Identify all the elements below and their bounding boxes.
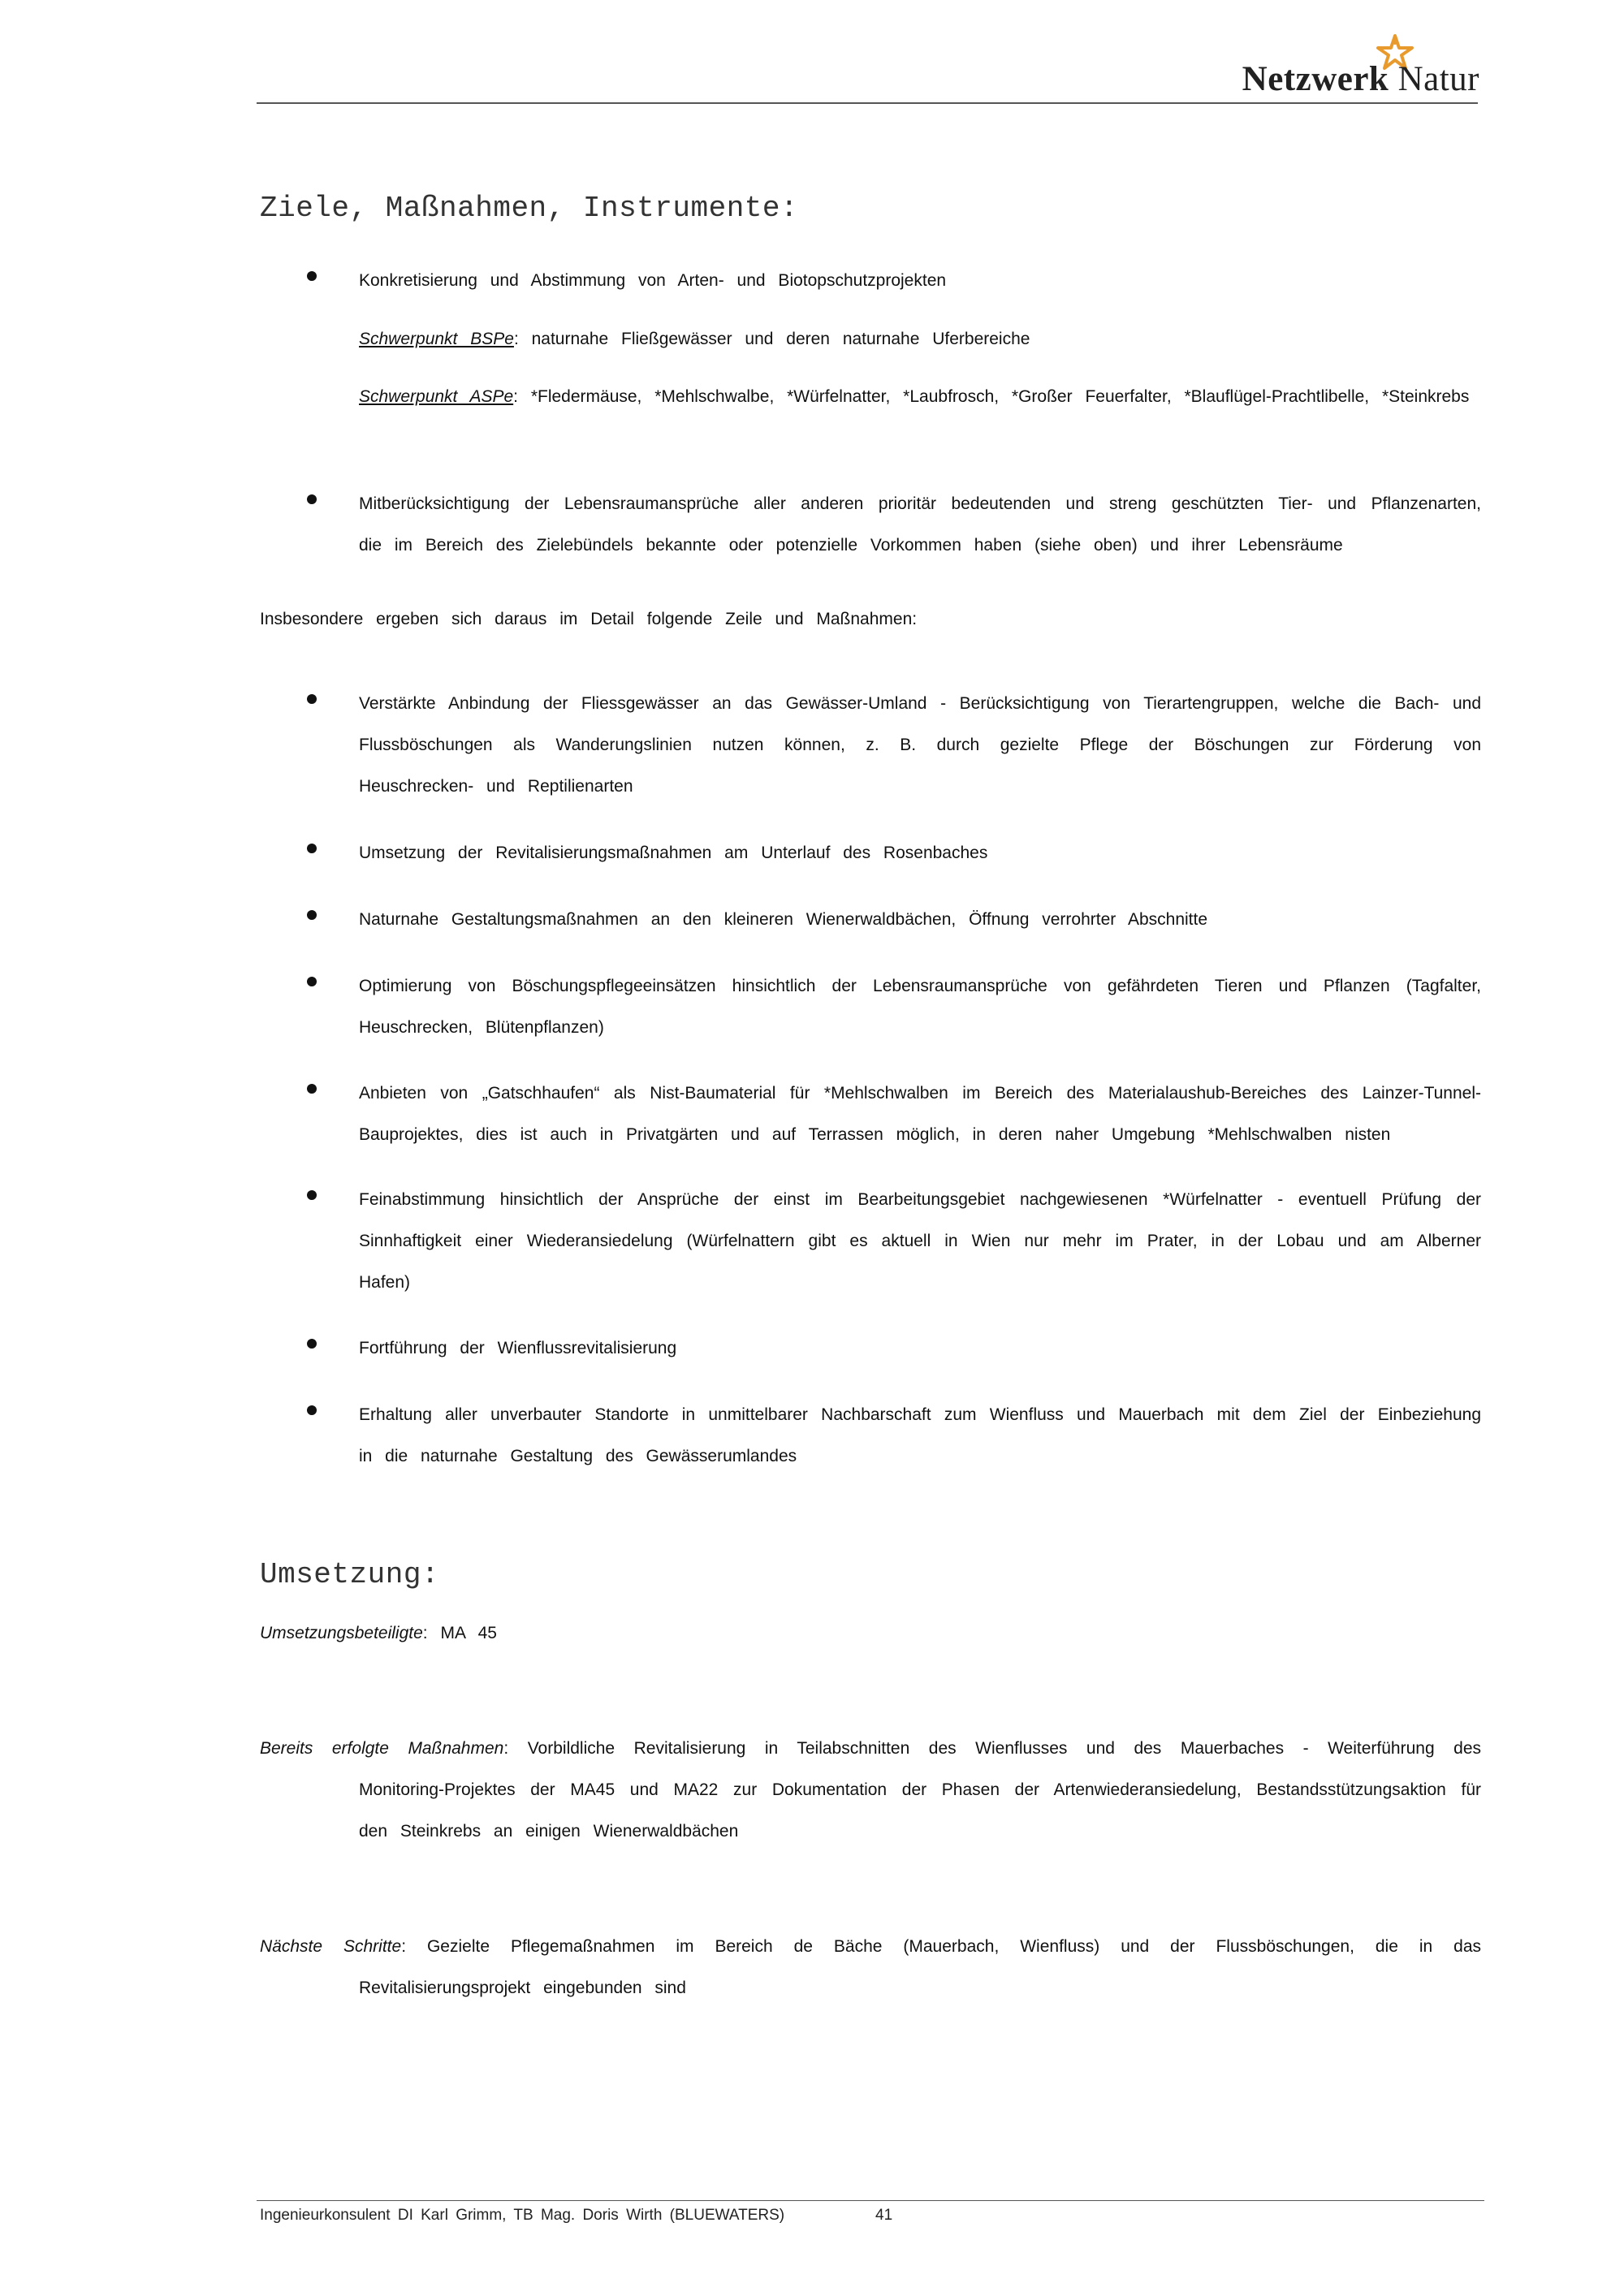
footer-rule xyxy=(257,2200,1484,2201)
section-title-umsetzung: Umsetzung: xyxy=(260,1558,440,1591)
naechste-schritte xyxy=(260,1926,1481,2009)
bullet-dot xyxy=(307,977,317,986)
schritte-label: Nächste Schritte xyxy=(260,1937,402,1956)
bsp-text: : naturnahe Fließgewässer und deren naturnahe Uferbereiche xyxy=(513,330,1030,348)
bereits-erfolgte-massnahmen xyxy=(260,1728,1481,1852)
list-item: Naturnahe Gestaltungsmaßnahmen an den kleineren Wienerwaldbächen, Öffnung verrohrter Abschnitte xyxy=(359,910,1208,929)
bullet-dot xyxy=(307,1339,317,1349)
bsp-label: Schwerpunkt BSPe xyxy=(359,330,514,348)
list-item: Verstärkte Anbindung der Fliessgewässer an das Gewässer-Umland - Berücksichtigung von Tierartengruppen, welche die Bach- und Flussböschungen als Wanderungslinien nutzen können, z. B. durch gezielte Pflege der Böschungen zur Förderung von Heuschrecken- und Reptilienarten xyxy=(359,694,1481,796)
footer-author: Ingenieurkonsulent DI Karl Grimm, TB Mag. Doris Wirth (BLUEWATERS) xyxy=(260,2207,785,2224)
logo-rest: Natur xyxy=(1389,60,1479,98)
list-item: Umsetzung der Revitalisierungsmaßnahmen am Unterlauf des Rosenbaches xyxy=(359,844,988,862)
beteiligte-text: : MA 45 xyxy=(422,1624,497,1642)
asp-text: : *Fledermäuse, *Mehlschwalbe, *Würfelnatter, *Laubfrosch, *Großer Feuerfalter, *Blauflügel-Prachtlibelle, *Steinkrebs xyxy=(513,387,1470,406)
list-item: Feinabstimmung hinsichtlich der Ansprüche der einst im Bearbeitungsgebiet nachgewiesenen *Würfelnatter - eventuell Prüfung der Sinnhaftigkeit einer Wiederansiedelung (Würfelnattern gibt es aktuell in Wien nur mehr im Prater, in der Lobau und am Alberner Hafen) xyxy=(359,1190,1481,1292)
list-item: Erhaltung aller unverbauter Standorte in unmittelbarer Nachbarschaft zum Wienfluss und Mauerbach mit dem Ziel der Einbeziehung in die naturnahe Gestaltung des Gewässerumlandes xyxy=(359,1405,1481,1465)
bullet-dot xyxy=(307,1084,317,1094)
list-item: Anbieten von „Gatschhaufen“ als Nist-Baumaterial für *Mehlschwalben im Bereich des Materialaushub-Bereiches des Lainzer-Tunnel-Bauprojektes, dies ist auch in Privatgärten und auf Terrassen möglich, in deren naher Umgebung *Mehlschwalben nisten xyxy=(359,1084,1481,1144)
header-rule xyxy=(257,102,1478,104)
schritte-text: : Gezielte Pflegemaßnahmen im Bereich de Bäche (Mauerbach, Wienfluss) und der Flussböschungen, die in das Revitalisierungsprojekt eingebunden sind xyxy=(359,1937,1481,1997)
logo-bold: Netzwerk xyxy=(1242,60,1389,98)
page-number: 41 xyxy=(875,2207,893,2224)
netzwerk-natur-logo xyxy=(1203,32,1479,102)
bullet-dot xyxy=(307,494,317,504)
erfolgt-text: : Vorbildliche Revitalisierung in Teilabschnitten des Wienflusses und des Mauerbaches - Weiterführung des Monitoring-Projektes der MA45 und MA22 zur Dokumentation der Phasen der Artenwiederansiedelung, Bestandsstützungsaktion für den Steinkrebs an einigen Wienerwaldbächen xyxy=(359,1739,1481,1841)
bullet-konkretisierung: Konkretisierung und Abstimmung von Arten- und Biotopschutzprojekten xyxy=(359,271,947,290)
bullet-dot xyxy=(307,844,317,853)
bullet-dot xyxy=(307,1405,317,1415)
asp-line xyxy=(359,376,1481,417)
list-item: Optimierung von Böschungspflegeeinsätzen hinsichtlich der Lebensraumansprüche von gefährdeten Tieren und Pflanzen (Tagfalter, Heuschrecken, Blütenpflanzen) xyxy=(359,977,1481,1037)
logo-text xyxy=(1242,59,1479,99)
bullet-mitberuecksichtigung: Mitberücksichtigung der Lebensraumansprüche aller anderen prioritär bedeutenden und streng geschützten Tier- und Pflanzenarten, die im Bereich des Zielebündels bekannte oder potenzielle Vorkommen haben (siehe oben) und ihrer Lebensräume xyxy=(359,494,1481,555)
asp-label: Schwerpunkt ASPe xyxy=(359,387,514,406)
umsetzungsbeteiligte-line xyxy=(260,1612,1478,1654)
bsp-line xyxy=(359,318,1481,360)
bullet-dot xyxy=(307,910,317,920)
section-title-ziele: Ziele, Maßnahmen, Instrumente: xyxy=(260,192,799,225)
list-item: Fortführung der Wienflussrevitalisierung xyxy=(359,1339,677,1357)
beteiligte-label: Umsetzungsbeteiligte xyxy=(260,1624,423,1642)
bullet-dot xyxy=(307,694,317,704)
intro-paragraph: Insbesondere ergeben sich daraus im Detail folgende Zeile und Maßnahmen: xyxy=(260,610,918,628)
bullet-dot xyxy=(307,271,317,281)
bullet-dot xyxy=(307,1190,317,1200)
erfolgt-label: Bereits erfolgte Maßnahmen xyxy=(260,1739,504,1758)
